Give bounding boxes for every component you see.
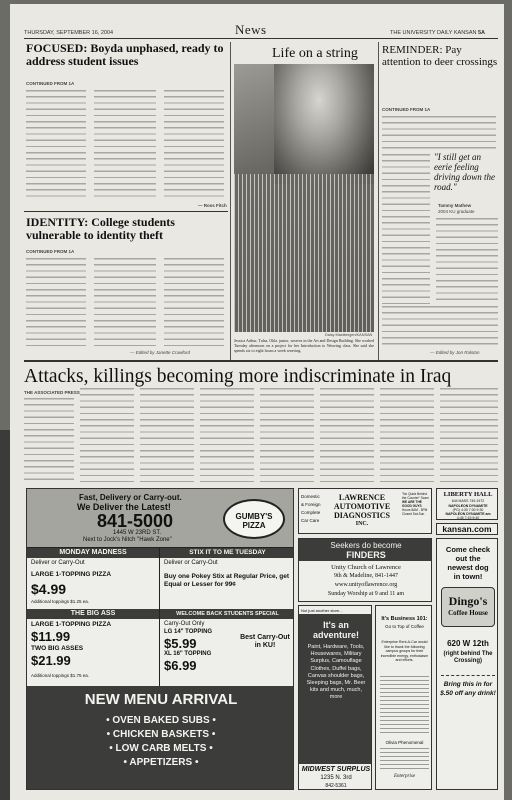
welcome-item-1: LG 14" TOPPING — [164, 629, 213, 635]
auto-right-3: Hours 8AM - 5PM — [402, 508, 428, 512]
enterprise-title: It's Business 101: — [381, 616, 428, 622]
church-name: Unity Church of Lawrence — [331, 564, 401, 571]
dingos-address: 620 W 12th — [447, 639, 489, 648]
iraq-col-2 — [80, 388, 134, 482]
iraq-headline: Attacks, killings becoming more indiscriminate in Iraq — [24, 366, 452, 387]
auto-name — [323, 493, 401, 529]
section-rule — [24, 360, 498, 362]
surplus-line-1: It's an — [323, 620, 349, 630]
dingos-line-2: out the — [455, 554, 481, 563]
welcome-price-2: $6.99 — [164, 658, 197, 673]
liberty-name: LIBERTY HALL — [443, 491, 493, 498]
welcome-sub: Carry-Out Only — [164, 621, 205, 627]
midwest-surplus-ad — [298, 605, 372, 790]
surplus-line-2: adventure! — [312, 630, 359, 640]
enterprise-sponsor: Olivia Phenomenal — [385, 740, 424, 745]
dingo-logo-mark — [441, 587, 495, 627]
enterprise-ad — [375, 605, 432, 790]
identity-credit: — Edited by Janette Crawford — [130, 350, 191, 355]
focused-column-2 — [94, 90, 156, 200]
identity-column-2 — [94, 258, 156, 346]
menu-title: NEW MENU ARRIVAL — [84, 691, 238, 708]
gumbys-tagline: Fast, Delivery or Carry-out. — [79, 493, 182, 502]
auto-name-3: DIAGNOSTICS — [333, 511, 390, 520]
gumbys-phone: 841-5000 — [97, 511, 174, 531]
welcome-item-2: XL 16" TOPPING — [164, 651, 212, 657]
weaver-figure — [274, 64, 374, 184]
identity-headline: IDENTITY: College students vulnerable to identity theft — [26, 215, 175, 242]
finders-title: Seekers do become — [330, 541, 402, 550]
unity-church-ad — [298, 538, 432, 602]
column-divider-2 — [378, 42, 379, 360]
gumbys-address: 1445 W 23RD ST. — [113, 530, 162, 536]
liberty-line-2: (PG) 4:30 7:00 9:30 — [452, 508, 484, 512]
reminder-byline: CONTINUED FROM 1A — [382, 107, 431, 112]
welcome-title: WELCOME BACK STUDENTS SPECIAL — [160, 609, 294, 619]
auto-word-2: & Foreign — [301, 502, 321, 507]
column-divider — [230, 42, 231, 360]
enterprise-body: Enterprise Rent-A-Car would like to thank the following campus groups for their incredible energy, enthusiasm and efforts. — [380, 640, 429, 663]
monday-note: Additional toppings $1.25 ea. — [31, 599, 90, 604]
auto-name-2: AUTOMOTIVE — [333, 502, 391, 511]
focused-column-3 — [164, 90, 224, 200]
pull-quote-name: Tammy Mathew — [438, 203, 472, 208]
bigass-title: THE BIG ASS — [27, 609, 159, 619]
dingos-ad — [436, 538, 498, 790]
monday-title: MONDAY MADNESS — [27, 548, 159, 558]
liberty-line-1: NAPOLEON DYNAMITE — [448, 504, 488, 508]
gumbys-address-2: Next to Jock's Nitch "Hawk Zone" — [83, 537, 172, 543]
loom-strings — [234, 174, 374, 332]
menu-item-1: • OVEN BAKED SUBS • — [106, 715, 216, 726]
bigass-item-2: TWO BIG ASSES — [31, 645, 84, 652]
liberty-line-4: 4:45 7:15 9:40 — [456, 516, 480, 520]
dingos-cut-line — [441, 675, 495, 676]
church-address: 9th & Madeline, 841-1447 — [334, 573, 398, 579]
auto-word-4: Car Care — [301, 518, 320, 523]
iraq-col-8 — [440, 388, 498, 482]
auto-right-4: Closed Sat-Sun — [402, 512, 425, 516]
gumbys-ad — [26, 488, 294, 790]
photo-headline: Life on a string — [272, 46, 358, 61]
issue-date: THURSDAY, SEPTEMBER 16, 2004 — [24, 30, 114, 36]
tuesday-title: STIX IT TO ME TUESDAY — [160, 548, 294, 558]
identity-column-3 — [164, 258, 224, 346]
menu-item-2: • CHICKEN BASKETS • — [106, 729, 216, 740]
reminder-text-2 — [382, 154, 430, 304]
reminder-text-4 — [382, 306, 498, 346]
enterprise-foot: Enterprise — [393, 774, 416, 779]
header-rule — [24, 38, 498, 39]
iraq-col-7 — [380, 388, 434, 482]
focused-rule — [24, 211, 228, 212]
church-service: Sunday Worship at 9 and 11 am — [327, 591, 405, 597]
identity-column-1 — [26, 258, 86, 346]
lawrence-auto-ad — [298, 488, 432, 534]
focused-column-1 — [26, 90, 86, 200]
monday-item: LARGE 1-TOPPING PIZZA — [31, 571, 112, 578]
church-url[interactable]: www.unityoflawrence.org — [334, 582, 398, 588]
surplus-items: Paint, Hardware, Tools, Housewares, Military Surplus, Camouflage Clothes, Duffel bags, Canvas shoulder bags, Sleeping bags, Mr. Beer kits and much, much, more — [306, 644, 366, 701]
reminder-text-3 — [436, 218, 498, 304]
enterprise-list — [380, 676, 429, 736]
surplus-phone: 842-5361 — [325, 783, 347, 789]
dingos-promo-2: $.50 off any drink! — [440, 690, 496, 697]
auto-left-words — [301, 493, 321, 525]
paper-name: THE UNIVERSITY DAILY KANSAN — [390, 30, 477, 36]
page-left-edge — [0, 430, 10, 800]
surplus-name: MIDWEST SURPLUS — [301, 766, 371, 773]
monday-price: $4.99 — [31, 581, 67, 597]
focused-credit: — Ross Fitch — [198, 203, 227, 208]
photo-caption: Jessica Arthur, Tulsa, Okla. junior, weaves in the Art and Design Building. She worked Tuesday afternoon on a project for her Introduction to Weaving class. She said she spends six to eight hours a week weaving. — [234, 339, 374, 353]
auto-right-1: "No Quick Behind the Counter" Scam — [402, 492, 429, 500]
dingos-address-2: (right behind The Crossing) — [443, 651, 493, 664]
welcome-side: Best Carry-Out in KU! — [240, 634, 290, 649]
kansan-com-ad[interactable]: kansan.com — [436, 523, 498, 535]
auto-right — [402, 492, 432, 516]
reminder-headline: REMINDER: Pay attention to deer crossings — [382, 44, 498, 68]
liberty-hall-ad — [436, 488, 498, 520]
auto-name-1: LAWRENCE — [338, 493, 386, 502]
bigass-price-2: $21.99 — [31, 653, 71, 668]
identity-byline: CONTINUED FROM 1A — [26, 249, 75, 254]
dingos-line-3: newest dog — [447, 563, 489, 572]
iraq-col-5 — [260, 388, 314, 482]
focused-headline: FOCUSED: Boyda unphased, ready to address student issues — [26, 41, 224, 68]
dingos-logo-2: Coffee House — [448, 609, 488, 617]
pull-quote-role: 2004 KU graduate — [438, 209, 475, 214]
welcome-price-1: $5.99 — [164, 636, 197, 651]
enterprise-sub: Go to Top of Coffee — [385, 624, 424, 629]
iraq-byline: THE ASSOCIATED PRESS — [24, 390, 80, 395]
bigass-item-1: LARGE 1-TOPPING PIZZA — [31, 621, 112, 628]
bigass-price-1: $11.99 — [31, 629, 71, 644]
auto-word-1: Domestic — [301, 494, 320, 499]
newspaper-page — [10, 4, 504, 800]
iraq-col-1 — [24, 398, 74, 482]
tuesday-sub: Deliver or Carry-Out — [164, 560, 218, 566]
auto-name-4: INC. — [355, 521, 369, 527]
iraq-col-3 — [140, 388, 194, 482]
gumbys-tagline-2: We Deliver the Latest! — [77, 502, 171, 512]
surplus-address: 1235 N. 3rd — [320, 775, 352, 781]
surplus-top: Not just another store... — [301, 608, 343, 613]
reminder-credit: — Edited by Jon Ralston — [430, 350, 480, 355]
iraq-col-6 — [320, 388, 374, 482]
reminder-text-1 — [382, 116, 496, 150]
dingos-intro — [437, 545, 498, 581]
dingos-logo-1: Dingo's — [448, 594, 488, 608]
weaving-photo — [234, 64, 374, 332]
auto-word-3: Complete — [301, 510, 321, 515]
gumbys-logo: GUMBY'S PIZZA — [223, 499, 285, 539]
menu-item-3: • LOW CARB MELTS • — [109, 743, 213, 754]
dingos-line-4: in town! — [453, 572, 483, 581]
liberty-line-3: NAPOLEON DYNAMITE am — [445, 512, 491, 516]
auto-right-2: WE ARE THE GOOD GUYS — [402, 500, 422, 508]
enterprise-list-2 — [380, 748, 429, 770]
dingos-promo-1: Bring this in for — [443, 681, 493, 688]
pull-quote: "I still get an eerie feeling driving down the road." — [434, 152, 495, 192]
monday-sub: Deliver or Carry-Out — [31, 560, 85, 566]
menu-item-4: • APPETIZERS • — [123, 757, 199, 768]
dingos-line-1: Come check — [445, 545, 491, 554]
focused-byline: CONTINUED FROM 1A — [26, 81, 75, 86]
iraq-col-4 — [200, 388, 254, 482]
bigass-note: Additional toppings $1.75 ea. — [31, 673, 90, 678]
photo-credit: Daisy Mastbergen/KANSAN — [325, 333, 373, 337]
tuesday-item: Buy one Pokey Stix at Regular Price, get Equal or Lesser for 99¢ — [164, 573, 289, 588]
section-name: News — [235, 22, 267, 37]
liberty-address: 644 MASS 749-1972 — [451, 499, 485, 503]
finders-title-2: FINDERS — [346, 550, 386, 560]
page-number: 5A — [478, 30, 486, 36]
